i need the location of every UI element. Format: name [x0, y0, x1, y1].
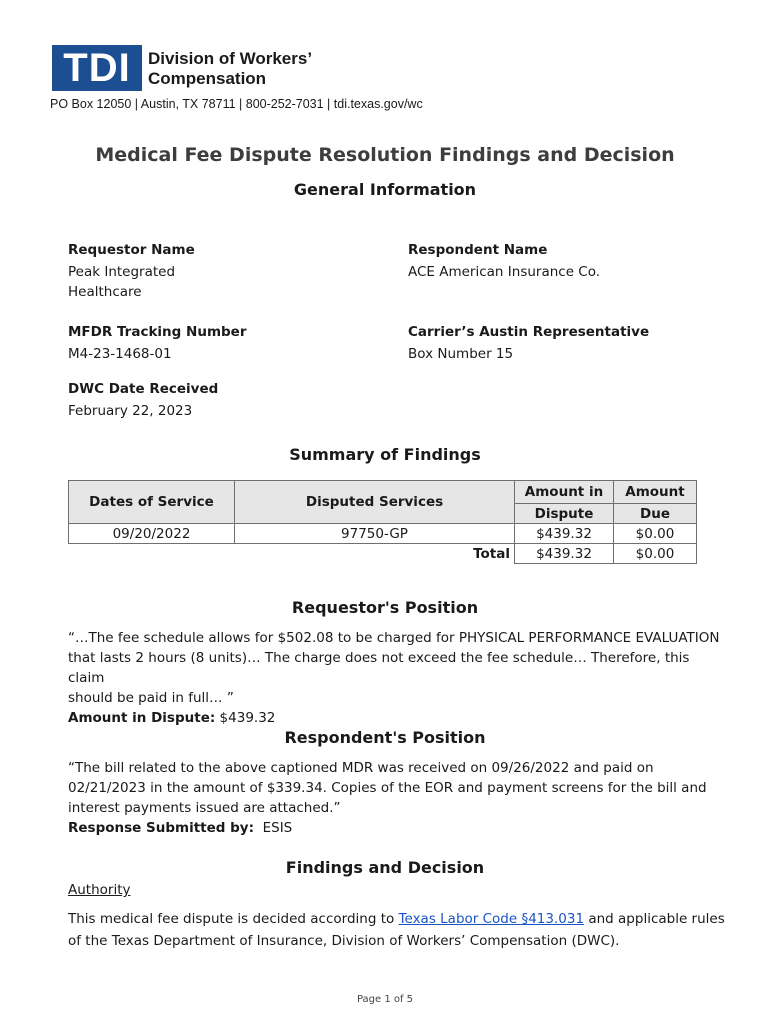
amount-in-dispute-value: $439.32: [215, 710, 276, 726]
requestor-name-value: [68, 262, 175, 302]
respondent-quote: [68, 758, 728, 838]
respondent-quote-line-1: “The bill related to the above captioned MDR was received on 09/26/2022 and paid on: [68, 760, 654, 776]
authority-line-1: [68, 908, 728, 930]
cell-date: 09/20/2022: [69, 524, 235, 544]
tracking-number-label: MFDR Tracking Number: [68, 324, 247, 340]
col-dates-of-service: Dates of Service: [69, 481, 235, 524]
col-amount-due-1: Amount: [614, 481, 697, 504]
requestor-quote-line-3: should be paid in full… ”: [68, 690, 234, 706]
col-amount-in-dispute-2: Dispute: [515, 504, 614, 524]
requestor-name-line-1: Peak Integrated: [68, 264, 176, 280]
amount-in-dispute-label: Amount in Dispute:: [68, 710, 216, 726]
respondent-quote-line-3: interest payments issued are attached.”: [68, 800, 341, 816]
cell-amount: $439.32: [515, 524, 614, 544]
findings-decision-heading: Findings and Decision: [285, 858, 485, 877]
amount-in-dispute-line: [68, 708, 728, 728]
total-amount: $439.32: [515, 544, 614, 564]
tracking-number-value: M4-23-1468-01: [68, 346, 172, 362]
col-disputed-services: Disputed Services: [235, 481, 515, 524]
authority-text-pre: This medical fee dispute is decided according to: [68, 911, 399, 927]
date-received-label: DWC Date Received: [68, 381, 219, 397]
general-info-heading: General Information: [293, 180, 477, 199]
address-line: PO Box 12050 | Austin, TX 78711 | 800-252-7031 | tdi.texas.gov/wc: [50, 97, 423, 111]
logo-division-name: [148, 49, 312, 89]
col-amount-due-2: Due: [614, 504, 697, 524]
requestor-quote-line-2: that lasts 2 hours (8 units)… The charge does not exceed the fee schedule… Therefore, this claim: [68, 650, 690, 686]
requestor-name-label: Requestor Name: [68, 242, 195, 258]
requestor-position-heading: Requestor's Position: [291, 598, 479, 617]
logo-line-2: Compensation: [148, 69, 267, 88]
logo-line-1: Division of Workers’: [148, 49, 313, 68]
cell-service: 97750-GP: [235, 524, 515, 544]
authority-text: [68, 908, 728, 952]
page-title: Medical Fee Dispute Resolution Findings and Decision: [95, 144, 675, 166]
date-received-value: February 22, 2023: [68, 403, 193, 419]
col-amount-in-dispute-1: Amount in: [515, 481, 614, 504]
tdi-logo: TDI: [52, 45, 142, 91]
response-submitted-label: Response Submitted by:: [68, 820, 255, 836]
labor-code-link[interactable]: Texas Labor Code §413.031: [398, 911, 585, 927]
response-submitted-line: [68, 818, 728, 838]
response-submitted-value: ESIS: [254, 820, 293, 836]
authority-subheading: Authority: [68, 882, 131, 898]
table-header-row: [69, 481, 697, 504]
respondent-quote-line-2: 02/21/2023 in the amount of $339.34. Copies of the EOR and payment screens for the bill and: [68, 780, 707, 796]
respondent-name-value: ACE American Insurance Co.: [408, 264, 601, 280]
requestor-quote-line-1: “…The fee schedule allows for $502.08 to be charged for PHYSICAL PERFORMANCE EVALUATION: [68, 630, 720, 646]
total-due: $0.00: [614, 544, 697, 564]
respondent-position-heading: Respondent's Position: [284, 728, 486, 747]
respondent-name-label: Respondent Name: [408, 242, 548, 258]
table-total-row: [69, 544, 697, 564]
total-label: Total: [473, 545, 510, 562]
carrier-rep-value: Box Number 15: [408, 346, 514, 362]
authority-line-2: of the Texas Department of Insurance, Division of Workers’ Compensation (DWC).: [68, 933, 620, 949]
cell-due: $0.00: [614, 524, 697, 544]
table-row: [69, 524, 697, 544]
findings-table: [68, 480, 697, 564]
requestor-name-line-2: Healthcare: [68, 284, 142, 300]
carrier-rep-label: Carrier’s Austin Representative: [408, 324, 650, 340]
authority-text-post: and applicable rules: [584, 911, 725, 927]
requestor-quote: [68, 628, 728, 728]
summary-heading: Summary of Findings: [289, 445, 481, 464]
page-number: Page 1 of 5: [356, 994, 414, 1005]
